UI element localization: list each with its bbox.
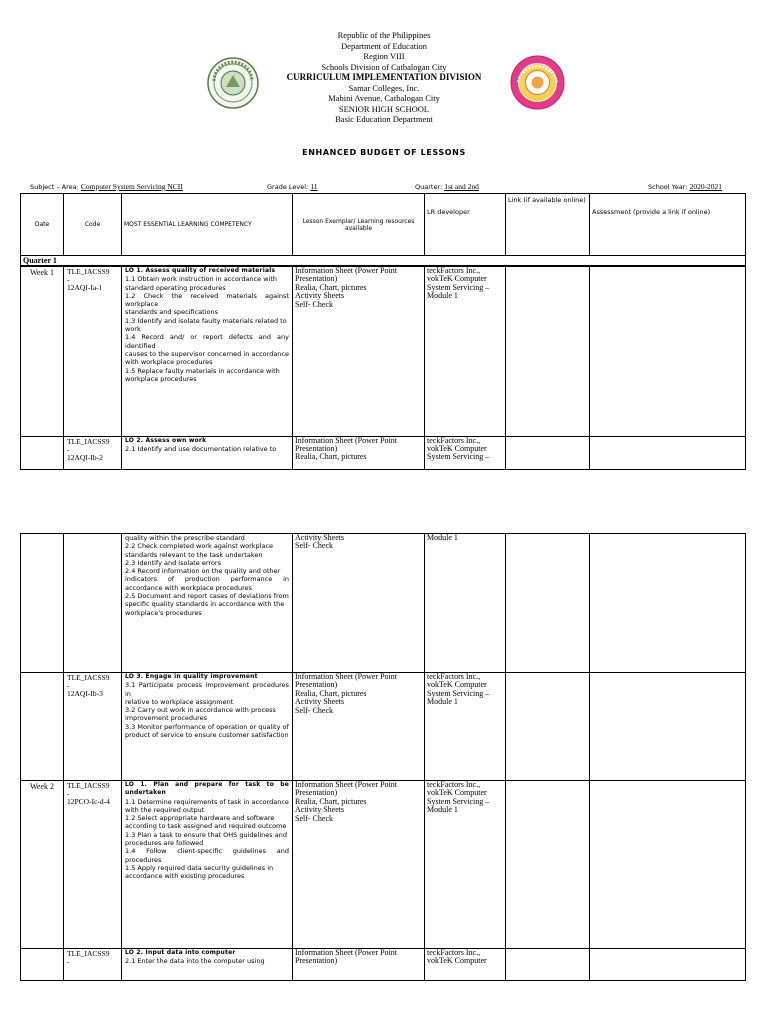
lr-line: System Servicing –: [427, 452, 490, 462]
competency-line: 1.1 Obtain work instruction in accordance with: [125, 275, 278, 284]
lr-line: Module 1: [427, 697, 458, 707]
code-line: TLE_IACSS9: [67, 436, 110, 446]
resources-cell: [293, 673, 425, 781]
lr-line: vokTeK Computer: [427, 274, 487, 284]
lr-line: System Servicing –: [427, 688, 490, 698]
lr-line: teckFactors Inc.,: [427, 266, 481, 275]
col-code: Code: [64, 194, 122, 256]
code-cell: [64, 673, 122, 781]
resource-line: Presentation): [295, 274, 338, 284]
code-cell: [64, 266, 122, 436]
competency-line: work: [125, 325, 141, 334]
week-cell: Week 2: [21, 781, 64, 949]
competency-line: standards and specifications: [125, 308, 218, 317]
competency-line: 2.2 Check completed work against workplace: [125, 542, 274, 551]
header-line: Samar Colleges, Inc.: [348, 82, 420, 93]
quarter-row: [21, 256, 746, 267]
resource-line: Self- Check: [295, 813, 333, 823]
code-cell: [64, 781, 122, 949]
competency-cell: [122, 436, 293, 469]
competency-line: improvement procedures: [125, 714, 208, 723]
resources-cell: [293, 949, 425, 981]
resource-line: Information Sheet (Power Point: [295, 436, 397, 445]
competency-line: 1.4 Record and/ or report defects and any identified: [125, 333, 289, 350]
code-line: -: [67, 681, 70, 690]
resource-line: Presentation): [295, 788, 338, 798]
table-row: [21, 534, 746, 673]
competency-line: indicators of production performance in accordance with workplace procedures: [125, 575, 289, 592]
assessment-cell: [590, 266, 746, 436]
competency-cell: [122, 781, 293, 949]
division-name: CURRICULUM IMPLEMENTATION DIVISION: [286, 72, 482, 82]
lr-line: Module 1: [427, 805, 458, 815]
resource-line: Information Sheet (Power Point: [295, 780, 397, 789]
resource-line: Self- Check: [295, 299, 333, 309]
link-cell: [506, 781, 590, 949]
link-cell: [506, 534, 590, 673]
competency-cell: [122, 534, 293, 673]
subject-label: Subject – Area:: [30, 183, 79, 191]
resource-line: Activity Sheets: [295, 533, 345, 542]
col-date: Date: [21, 194, 64, 256]
learning-outcome: LO 2. Input data into computer: [125, 949, 236, 956]
resource-line: Activity Sheets: [295, 291, 345, 301]
lr-line: vokTeK Computer: [427, 443, 487, 453]
competency-line: 3.2 Carry out work in accordance with process: [125, 706, 276, 715]
competency-line: according to task assigned and required outcome: [125, 822, 287, 831]
competency-line: 1.1 Determine requirements of task in accordance: [125, 797, 289, 806]
budget-table-page-1: [20, 193, 746, 470]
header-line: Republic of the Philippines: [337, 30, 431, 40]
lr-line: teckFactors Inc.,: [427, 948, 481, 957]
resource-line: Information Sheet (Power Point: [295, 672, 397, 681]
table-header-row: [21, 194, 746, 256]
resource-line: Presentation): [295, 956, 338, 966]
learning-outcome: LO 1. Plan and prepare for task to be undertaken: [125, 781, 289, 797]
resource-line: Realia, Chart, pictures: [295, 282, 367, 292]
lr-developer-cell: [425, 781, 506, 949]
header-line: Department of Education: [341, 40, 427, 51]
code-line: -: [67, 275, 70, 284]
competency-line: 1.3 Identify and isolate faulty materials related to: [125, 316, 287, 325]
competency-line: 1.3 Plan a task to ensure that OHS guidelines and: [125, 830, 287, 839]
resources-cell: [293, 436, 425, 469]
resource-line: Information Sheet (Power Point: [295, 948, 397, 957]
week-cell: [21, 949, 64, 981]
code-line: TLE_IACSS9: [67, 949, 110, 958]
assessment-cell: [590, 673, 746, 781]
code-line: 12PCO-Ic-d-4: [67, 797, 110, 806]
col-link: Link (if available online): [506, 194, 590, 256]
table-row: [21, 266, 746, 436]
competency-cell: [122, 949, 293, 981]
lr-developer-cell: [425, 673, 506, 781]
lr-line: Module 1: [427, 291, 458, 301]
table-row: [21, 949, 746, 981]
competency-line: workplace procedures: [125, 374, 197, 383]
competency-line: quality within the prescribe standard: [125, 534, 245, 542]
code-cell: [64, 534, 122, 673]
resources-cell: [293, 266, 425, 436]
quarter-value: 1st and 2nd: [444, 182, 479, 191]
budget-table-page-2: [20, 533, 746, 981]
week-cell: [21, 673, 64, 781]
competency-line: 2.1 Identify and use documentation relative to: [125, 444, 277, 453]
lr-line: teckFactors Inc.,: [427, 672, 481, 681]
resource-line: Activity Sheets: [295, 697, 345, 707]
lr-developer-label: LR developer: [427, 208, 470, 216]
table-row: [21, 436, 746, 469]
competency-cell: [122, 673, 293, 781]
lr-developer-cell: [425, 266, 506, 436]
resources-cell: [293, 534, 425, 673]
resource-line: Realia, Chart, pictures: [295, 452, 367, 462]
resources-cell: [293, 781, 425, 949]
code-cell: [64, 949, 122, 981]
document-title: ENHANCED BUDGET OF LESSONS: [302, 148, 466, 157]
learning-outcome: LO 1. Assess quality of received materials: [125, 267, 276, 274]
resource-line: Activity Sheets: [295, 805, 345, 815]
competency-line: 3.3 Monitor performance of operation or quality of: [125, 722, 289, 731]
header-line: SENIOR HIGH SCHOOL: [338, 103, 430, 114]
code-line: TLE_IACSS9: [67, 267, 110, 276]
subject-value: Computer System Servicing NCII: [80, 182, 183, 191]
competency-line: standard operating procedures: [125, 283, 226, 292]
lr-line: vokTeK Computer: [427, 956, 487, 966]
lr-line: vokTeK Computer: [427, 680, 487, 690]
resource-line: Realia, Chart, pictures: [295, 796, 367, 806]
code-line: 12AQI-Ib-3: [67, 689, 103, 698]
school-year-label: School Year:: [648, 183, 688, 191]
assessment-cell: [590, 781, 746, 949]
competency-line: relative to workplace assignment: [125, 697, 234, 706]
code-line: -: [67, 957, 70, 966]
col-competency: MOST ESSENTIAL LEARNING COMPETENCY: [122, 194, 293, 256]
competency-line: 2.5 Document and report cases of deviations from: [125, 592, 289, 601]
resource-line: Self- Check: [295, 541, 333, 551]
competency-line: 1.5 Replace faulty materials in accordance with: [125, 366, 280, 375]
competency-line: with the required output: [125, 805, 205, 814]
competency-line: product of service to ensure customer satisfaction: [125, 731, 289, 740]
resource-line: Self- Check: [295, 705, 333, 715]
lr-line: vokTeK Computer: [427, 788, 487, 798]
header-line: Basic Education Department: [335, 114, 433, 124]
competency-line: 1.5 Apply required data security guidelines in: [125, 863, 274, 872]
lr-line: Module 1: [427, 533, 458, 542]
resource-line: Information Sheet (Power Point: [295, 266, 397, 275]
competency-line: 2.4 Record information on the quality and other: [125, 567, 281, 576]
code-cell: [64, 436, 122, 469]
week-cell: [21, 534, 64, 673]
assessment-cell: [590, 949, 746, 981]
assessment-label: Assessment (provide a link if online): [592, 208, 711, 216]
header-line: Schools Division of Catbalogan City: [321, 61, 447, 72]
header-line: Mabini Avenue, Catbalogan City: [328, 93, 440, 103]
competency-line: 2.1 Enter the data into the computer using: [125, 957, 265, 966]
link-cell: [506, 673, 590, 781]
resource-line: Realia, Chart, pictures: [295, 688, 367, 698]
learning-outcome: LO 3. Engage in quality improvement: [125, 673, 258, 680]
lr-developer-cell: [425, 436, 506, 469]
competency-line: accordance with existing procedures: [125, 872, 245, 881]
learning-outcome: LO 2. Assess own work: [125, 436, 207, 444]
col-resources: Lesson Exemplar/ Learning resources available: [293, 194, 425, 256]
competency-line: 1.2 Check the received materials against workplace: [125, 291, 289, 309]
link-cell: [506, 266, 590, 436]
competency-line: specific quality standards in accordance with the: [125, 600, 285, 609]
header-line: Region VIII: [363, 51, 405, 61]
letterhead: [0, 30, 768, 125]
code-line: 12AQI-Ib-2: [67, 452, 103, 462]
code-line: TLE_IACSS9: [67, 781, 110, 790]
link-cell: [506, 949, 590, 981]
col-assessment: [590, 194, 746, 256]
code-line: -: [67, 789, 70, 798]
school-year-value: 2020-2021: [689, 182, 723, 191]
lr-line: teckFactors Inc.,: [427, 436, 481, 445]
week-cell: [21, 436, 64, 469]
grade-value: 11: [310, 182, 318, 191]
resource-line: Presentation): [295, 443, 338, 453]
code-line: TLE_IACSS9: [67, 673, 110, 682]
lr-line: teckFactors Inc.,: [427, 780, 481, 789]
table-row: [21, 673, 746, 781]
assessment-cell: [590, 534, 746, 673]
lr-developer-cell: [425, 534, 506, 673]
code-line: 12AQI-Ia-1: [67, 283, 103, 292]
competency-line: 1.4 Follow client-specific guidelines and procedures: [125, 847, 289, 864]
competency-line: 2.3 Identify and isolate errors: [125, 558, 221, 567]
link-cell: [506, 436, 590, 469]
table-row: [21, 781, 746, 949]
competency-line: procedures are followed: [125, 839, 204, 848]
competency-line: 1.2 Select appropriate hardware and software: [125, 814, 275, 823]
quarter-label: Quarter:: [415, 183, 443, 191]
week-cell: Week 1: [21, 266, 64, 436]
assessment-cell: [590, 436, 746, 469]
lr-developer-cell: [425, 949, 506, 981]
grade-label: Grade Level:: [267, 183, 309, 191]
col-lr-developer: [425, 194, 506, 256]
lr-line: System Servicing –: [427, 796, 490, 806]
competency-line: causes to the supervisor concerned in accordance with workplace procedures: [125, 349, 289, 367]
lr-line: System Servicing –: [427, 282, 490, 292]
competency-line: standards relevant to the task undertaken: [125, 550, 263, 559]
competency-cell: [122, 266, 293, 436]
quarter-label: Quarter 1: [21, 256, 746, 267]
code-line: -: [67, 444, 70, 454]
resource-line: Presentation): [295, 680, 338, 690]
competency-line: workplace's procedures: [125, 608, 202, 617]
competency-line: 3.1 Participate process improvement procedures in: [125, 681, 289, 698]
